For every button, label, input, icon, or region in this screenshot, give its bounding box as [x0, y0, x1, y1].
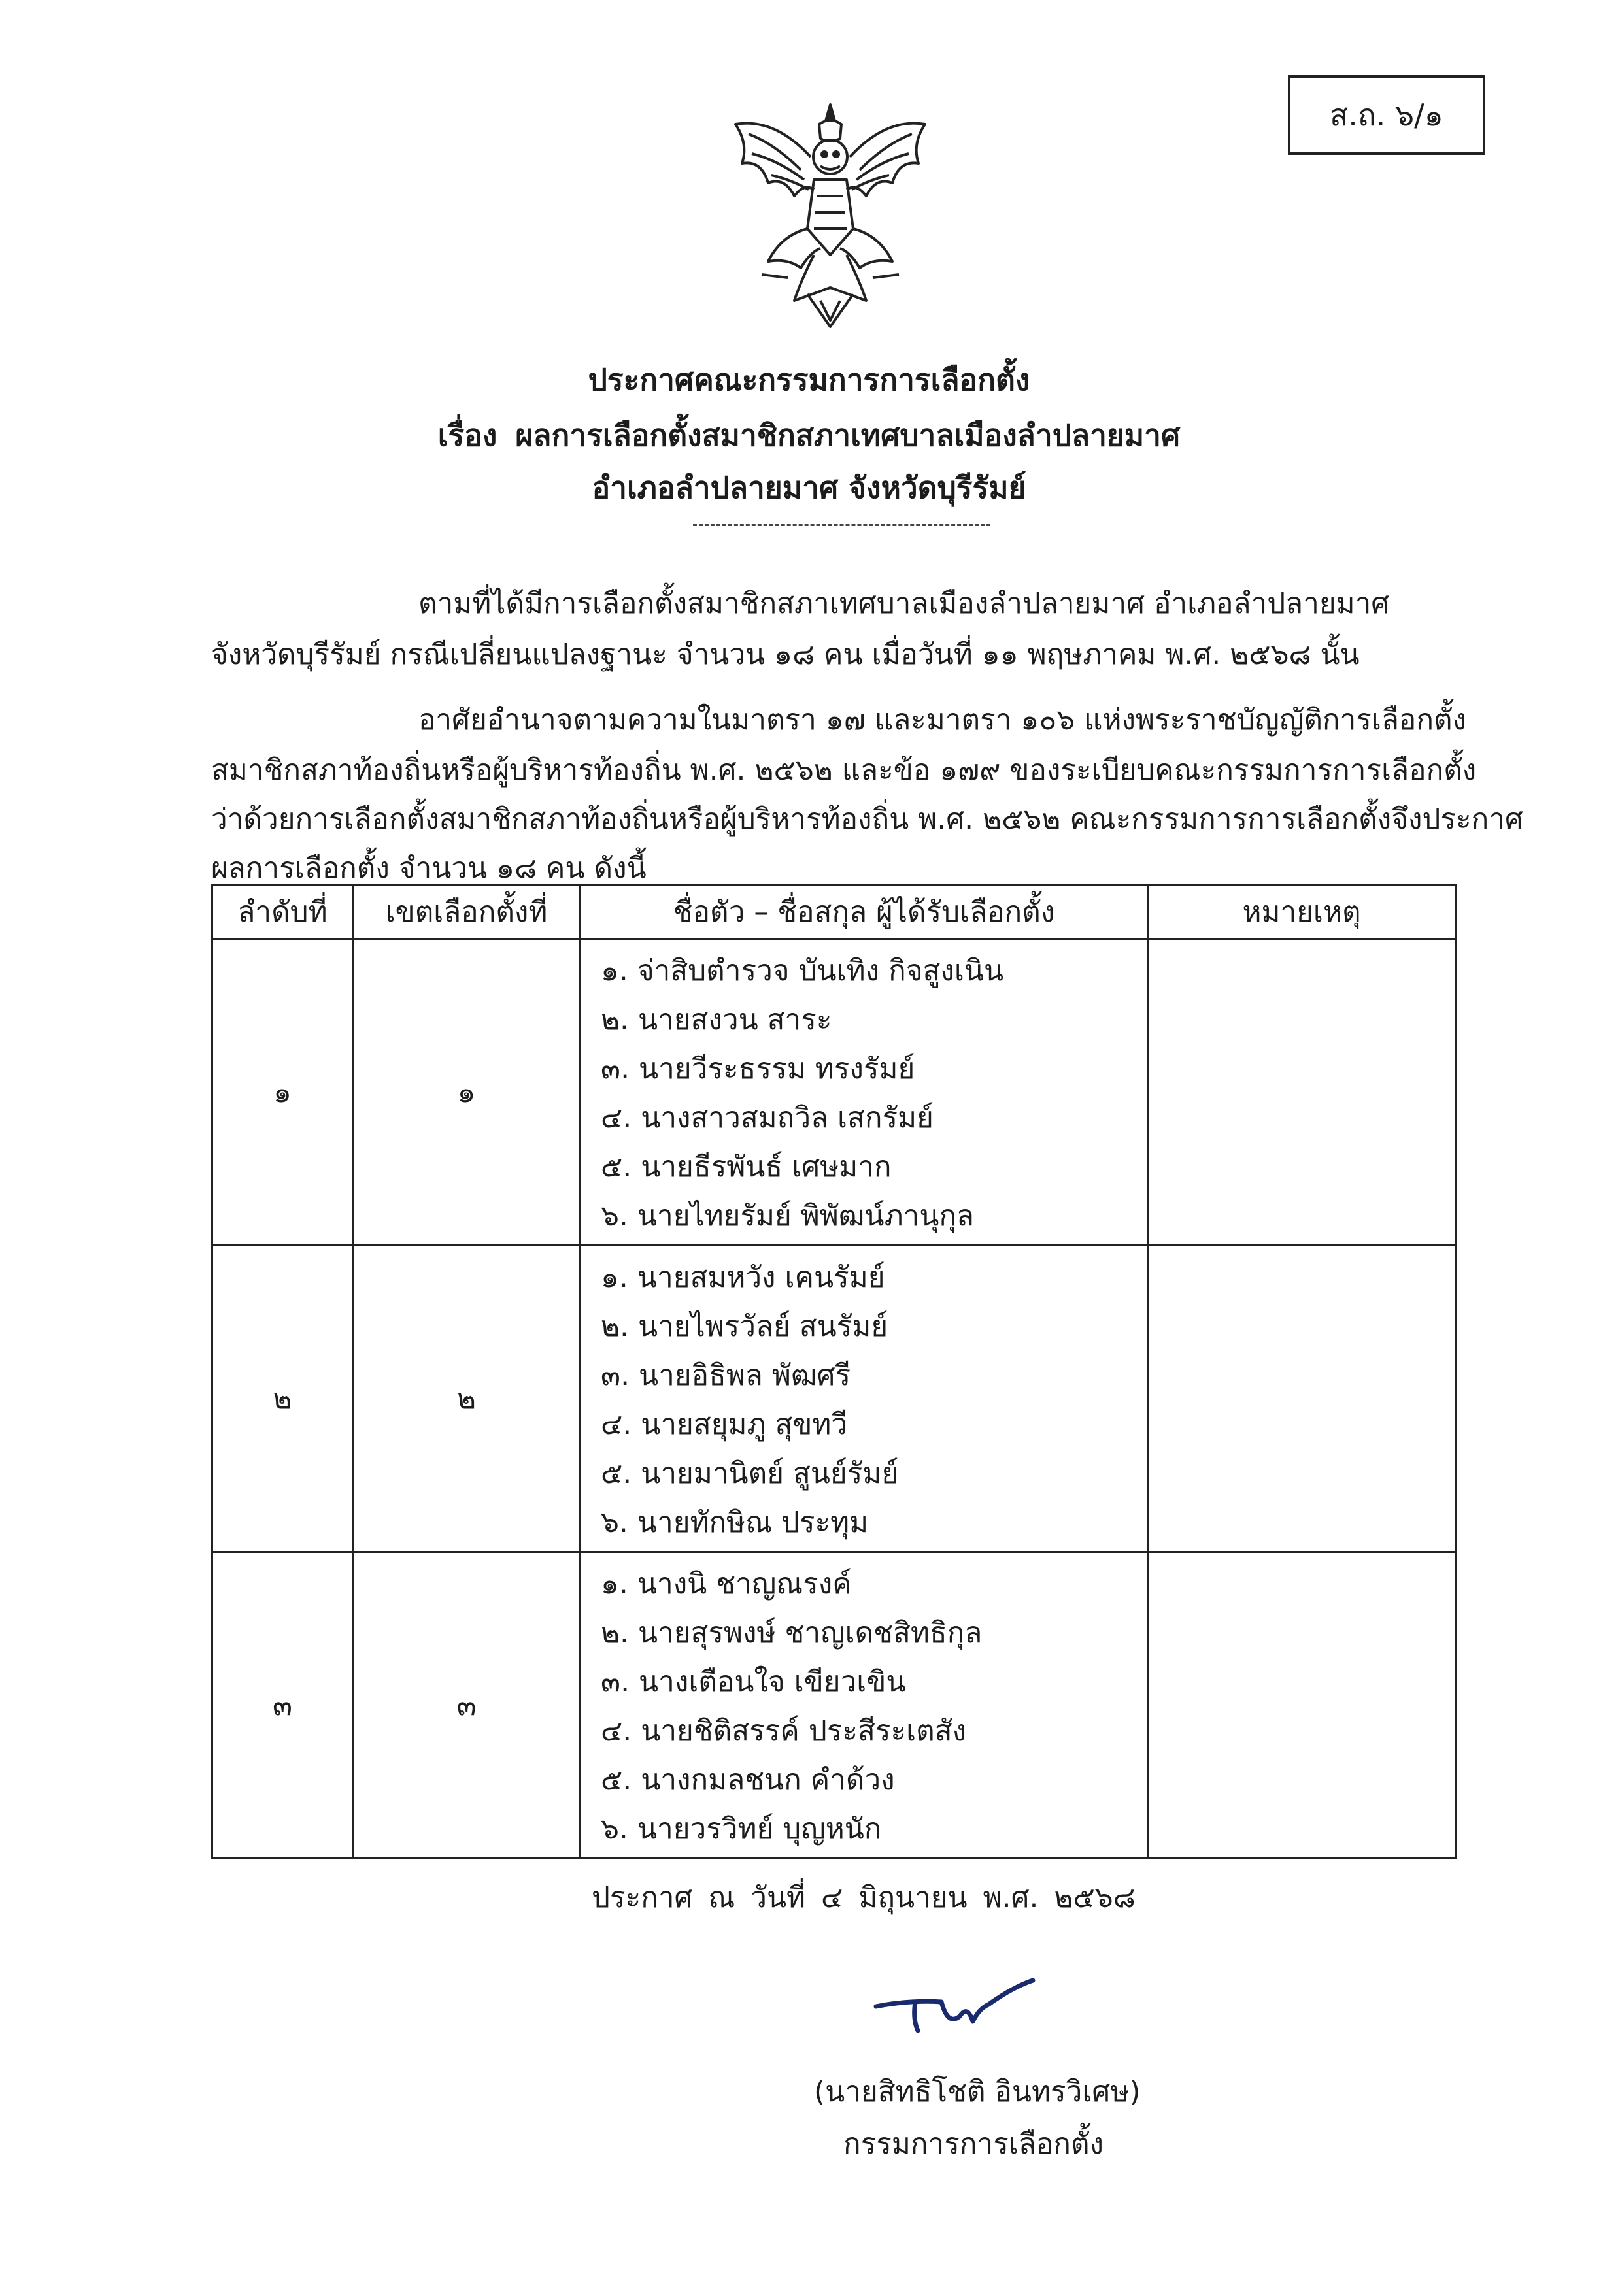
paragraph-1-line-2: จังหวัดบุรีรัมย์ กรณีเปลี่ยนแปลงฐานะ จำนวน ๑๘ คน เมื่อวันที่ ๑๑ พฤษภาคม พ.ศ. ๒๕๖๘ นั้น	[211, 638, 1360, 671]
title-divider	[693, 524, 990, 526]
elected-name: ๖. นายไทยรัมย์ พิพัฒน์ภานุกุล	[601, 1199, 975, 1233]
elected-name: ๑. นางนิ ชาญณรงค์	[601, 1567, 852, 1601]
elected-name: ๑. จ่าสิบตำรวจ บันเทิง กิจสูงเนิน	[601, 954, 1004, 988]
elected-name: ๔. นายสยุมภู สุขทวี	[601, 1408, 848, 1441]
form-code-box	[1288, 75, 1485, 155]
announcement-subject	[0, 412, 1618, 459]
names-cell	[581, 939, 1148, 1246]
names-cell	[581, 1246, 1148, 1552]
elected-name: ๓. นางเตือนใจ เขียวเขิน	[601, 1665, 906, 1699]
table-row	[212, 1246, 1456, 1552]
subject-text: ผลการเลือกตั้งสมาชิกสภาเทศบาลเมืองลำปลายมาศ	[515, 418, 1181, 453]
elected-name: ๖. นายทักษิณ ประทุม	[601, 1506, 869, 1539]
header-names: ชื่อตัว – ชื่อสกุล ผู้ได้รับเลือกตั้ง	[581, 885, 1148, 939]
elected-name: ๔. นายชิติสรรค์ ประสีระเตสัง	[601, 1714, 967, 1748]
garuda-emblem-icon	[722, 98, 938, 333]
elected-name: ๖. นายวรวิทย์ บุญหนัก	[601, 1812, 882, 1846]
elected-name: ๑. นายสมหวัง เคนรัมย์	[601, 1261, 885, 1294]
elected-name: ๓. นายวีระธรรม ทรงรัมย์	[601, 1052, 915, 1086]
district-cell: ๓	[353, 1552, 581, 1859]
paragraph-2-line-3: ว่าด้วยการเลือกตั้งสมาชิกสภาท้องถิ่นหรือผู้บริหารท้องถิ่น พ.ศ. ๒๕๖๒ คณะกรรมการการเลือกตั้งจึงประกาศ	[211, 803, 1523, 836]
handwritten-signature	[869, 1971, 1039, 2042]
subject-label: เรื่อง	[437, 418, 497, 453]
names-cell	[581, 1552, 1148, 1859]
form-code: ส.ถ. ๖/๑	[1330, 97, 1443, 133]
order-cell: ๒	[212, 1246, 353, 1552]
table-row	[212, 1552, 1456, 1859]
elected-name: ๔. นางสาวสมถวิล เสกรัมย์	[601, 1101, 934, 1135]
announcement-date: ประกาศ ณ วันที่ ๔ มิถุนายน พ.ศ. ๒๕๖๘	[592, 1881, 1136, 1914]
header-remark: หมายเหตุ	[1148, 885, 1456, 939]
elected-name: ๕. นางกมลชนก คำด้วง	[601, 1763, 895, 1797]
election-results-table	[211, 884, 1457, 1859]
elected-name: ๕. นายธีรพันธ์ เศษมาก	[601, 1150, 892, 1184]
header-order: ลำดับที่	[212, 885, 353, 939]
elected-name: ๓. นายอิธิพล พัฒศรี	[601, 1359, 851, 1392]
signer-position: กรรมการการเลือกตั้ง	[843, 2127, 1104, 2161]
table-row	[212, 939, 1456, 1246]
announcement-location: อำเภอลำปลายมาศ จังหวัดบุรีรัมย์	[592, 470, 1026, 505]
header-district: เขตเลือกตั้งที่	[353, 885, 581, 939]
paragraph-1-line-1: ตามที่ได้มีการเลือกตั้งสมาชิกสภาเทศบาลเมืองลำปลายมาศ อำเภอลำปลายมาศ	[418, 587, 1390, 620]
remark-cell	[1148, 1246, 1456, 1552]
order-cell: ๓	[212, 1552, 353, 1859]
paragraph-2-line-1: อาศัยอำนาจตามความในมาตรา ๑๗ และมาตรา ๑๐๖ แห่งพระราชบัญญัติการเลือกตั้ง	[418, 703, 1467, 737]
elected-name: ๕. นายมานิตย์ สูนย์รัมย์	[601, 1457, 899, 1490]
elected-name: ๒. นายไพรวัลย์ สนรัมย์	[601, 1310, 888, 1343]
order-cell: ๑	[212, 939, 353, 1246]
district-cell: ๑	[353, 939, 581, 1246]
elected-name: ๒. นายสุรพงษ์ ชาญเดชสิทธิกุล	[601, 1616, 983, 1650]
remark-cell	[1148, 939, 1456, 1246]
district-cell: ๒	[353, 1246, 581, 1552]
table-header-row	[212, 885, 1456, 939]
paragraph-2-line-2: สมาชิกสภาท้องถิ่นหรือผู้บริหารท้องถิ่น พ.ศ. ๒๕๖๒ และข้อ ๑๗๙ ของระเบียบคณะกรรมการการเลือกตั้ง	[211, 754, 1477, 787]
announcement-title: ประกาศคณะกรรมการการเลือกตั้ง	[588, 362, 1030, 397]
signer-name: (นายสิทธิโชติ อินทรวิเศษ)	[814, 2075, 1141, 2108]
paragraph-2-line-4: ผลการเลือกตั้ง จำนวน ๑๘ คน ดังนี้	[211, 852, 647, 885]
remark-cell	[1148, 1552, 1456, 1859]
elected-name: ๒. นายสงวน สาระ	[601, 1003, 832, 1037]
